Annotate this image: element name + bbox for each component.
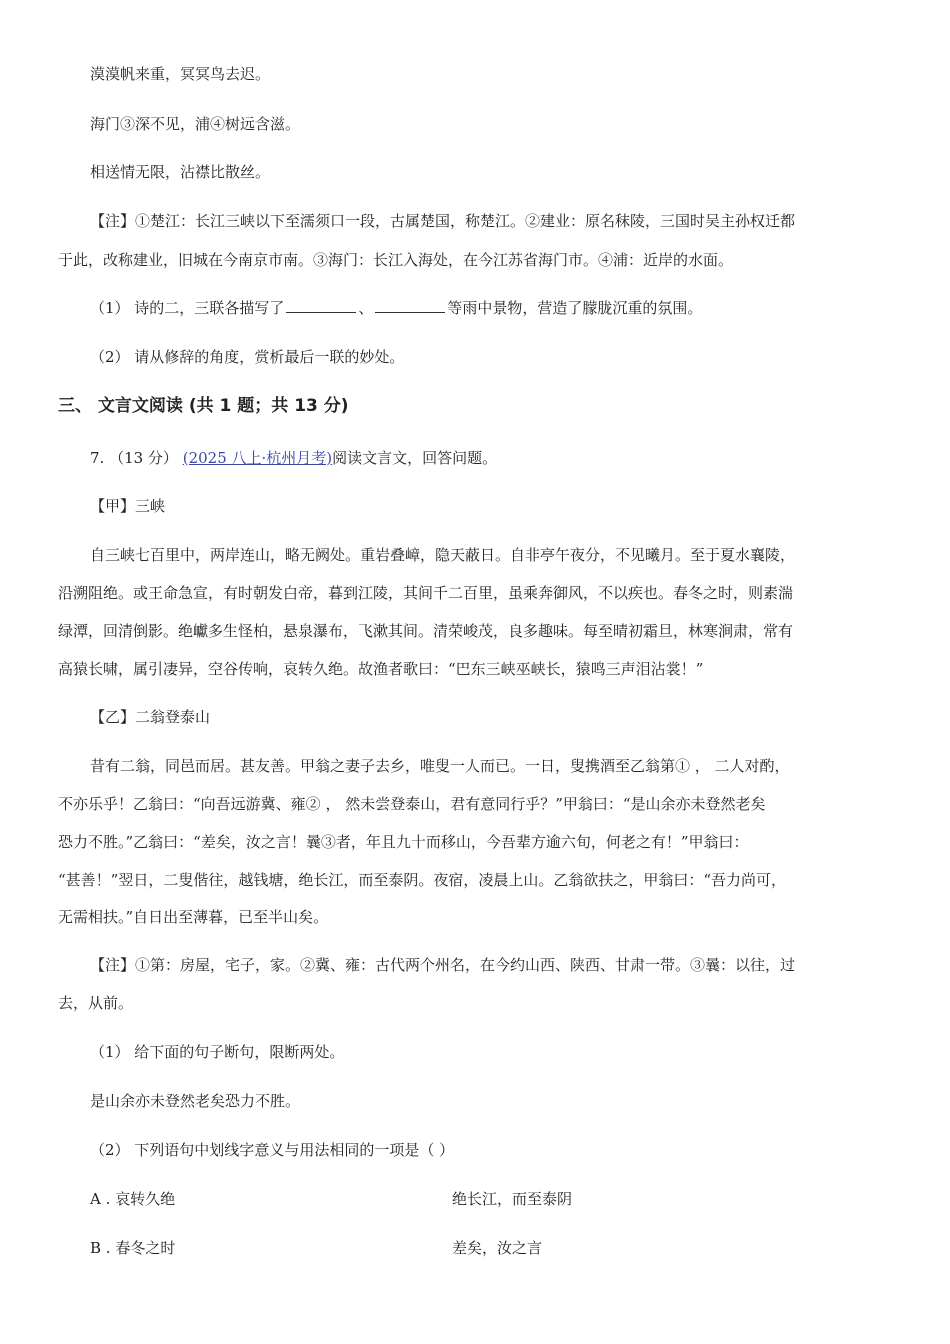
sub-question-1: （1） 给下面的句子断句，限断两处。 xyxy=(90,1043,345,1061)
question-number: 7. （13 分） xyxy=(90,449,178,467)
sub-question-2: （2） 下列语句中划线字意义与用法相同的一项是（ ） xyxy=(90,1141,455,1159)
poem-note: 【注】①楚江：长江三峡以下至濡须口一段，古属楚国，称楚江。②建业：原名秣陵，三国时吴主孙权迁都 xyxy=(90,212,796,230)
question-stem: 阅读文言文，回答问题。 xyxy=(332,449,498,467)
poem-line: 相送情无限，沾襟比散丝。 xyxy=(90,163,271,181)
passage-a-line: 高猿长啸，属引凄异，空谷传响，哀转久绝。故渔者歌曰：“巴东三峡巫峡长，猿鸣三声泪沾裳！” xyxy=(58,660,704,678)
answer-blank[interactable] xyxy=(375,298,445,313)
option-b-pair: 差矣，汝之言 xyxy=(452,1239,543,1257)
passage-b-line: 无需相扶。”自日出至薄暮，已至半山矣。 xyxy=(58,908,329,926)
passage-a-line: 自三峡七百里中，两岸连山，略无阙处。重岩叠嶂，隐天蔽日。自非亭午夜分，不见曦月。至于夏水襄陵， xyxy=(90,546,796,564)
passage-note: 【注】①第：房屋，宅子，家。②冀、雍：古代两个州名，在今约山西、陕西、甘肃一带。③曩：以往，过 xyxy=(90,956,796,974)
passage-b-line: 恐力不胜。”乙翁曰：“差矣，汝之言！曩③者，年且九十而移山，今吾辈方逾六旬，何老之有！”甲翁曰： xyxy=(58,833,749,851)
poem-question-2: （2） 请从修辞的角度，赏析最后一联的妙处。 xyxy=(90,348,405,366)
poem-question-1 xyxy=(90,298,702,318)
poem-line: 海门③深不见，浦④树远含滋。 xyxy=(90,115,301,133)
question-text: （1） 诗的二，三联各描写了 xyxy=(90,299,285,317)
question-text: 、 xyxy=(358,299,374,317)
passage-a-line: 绿潭，回清倒影。绝巘多生怪柏，悬泉瀑布，飞漱其间。清荣峻茂，良多趣味。每至晴初霜旦，林寒涧肃，常有 xyxy=(58,622,794,640)
passage-b-line: 昔有二翁，同邑而居。甚友善。甲翁之妻子去乡，唯叟一人而已。一日，叟携酒至乙翁第① ， 二人对酌， xyxy=(90,757,790,775)
passage-a-heading: 【甲】三峡 xyxy=(90,497,166,515)
option-a-label[interactable]: A . 哀转久绝 xyxy=(90,1190,176,1208)
section-heading: 三、 文言文阅读 (共 1 题；共 13 分) xyxy=(58,396,349,416)
passage-note-continued: 去，从前。 xyxy=(58,994,134,1012)
question-7 xyxy=(90,448,497,468)
passage-b-line: 不亦乐乎！乙翁曰：“向吾远游冀、雍② ， 然未尝登泰山，君有意同行乎？”甲翁曰：“是山余亦未登然老矣 xyxy=(58,795,766,813)
poem-note-continued: 于此，改称建业，旧城在今南京市南。③海门：长江入海处，在今江苏省海门市。④浦：近岸的水面。 xyxy=(58,251,734,269)
question-text: 等雨中景物，营造了朦胧沉重的氛围。 xyxy=(447,299,703,317)
passage-b-heading: 【乙】二翁登泰山 xyxy=(90,708,211,726)
answer-blank[interactable] xyxy=(286,298,356,313)
sub-question-1-sentence: 是山余亦未登然老矣恐力不胜。 xyxy=(90,1092,301,1110)
source-link[interactable]: (2025 八上·杭州月考) xyxy=(182,449,333,467)
option-a-pair: 绝长江，而至泰阴 xyxy=(452,1190,573,1208)
poem-line: 漠漠帆来重，冥冥鸟去迟。 xyxy=(90,65,271,83)
passage-b-line: “甚善！”翌日，二叟偕往，越钱塘，绝长江，而至泰阴。夜宿，凌晨上山。乙翁欲扶之，甲翁曰：“吾力尚可， xyxy=(58,871,787,889)
option-b-label[interactable]: B . 春冬之时 xyxy=(90,1239,176,1257)
passage-a-line: 沿溯阻绝。或王命急宣，有时朝发白帝，暮到江陵，其间千二百里，虽乘奔御风，不以疾也。春冬之时，则素湍 xyxy=(58,584,794,602)
